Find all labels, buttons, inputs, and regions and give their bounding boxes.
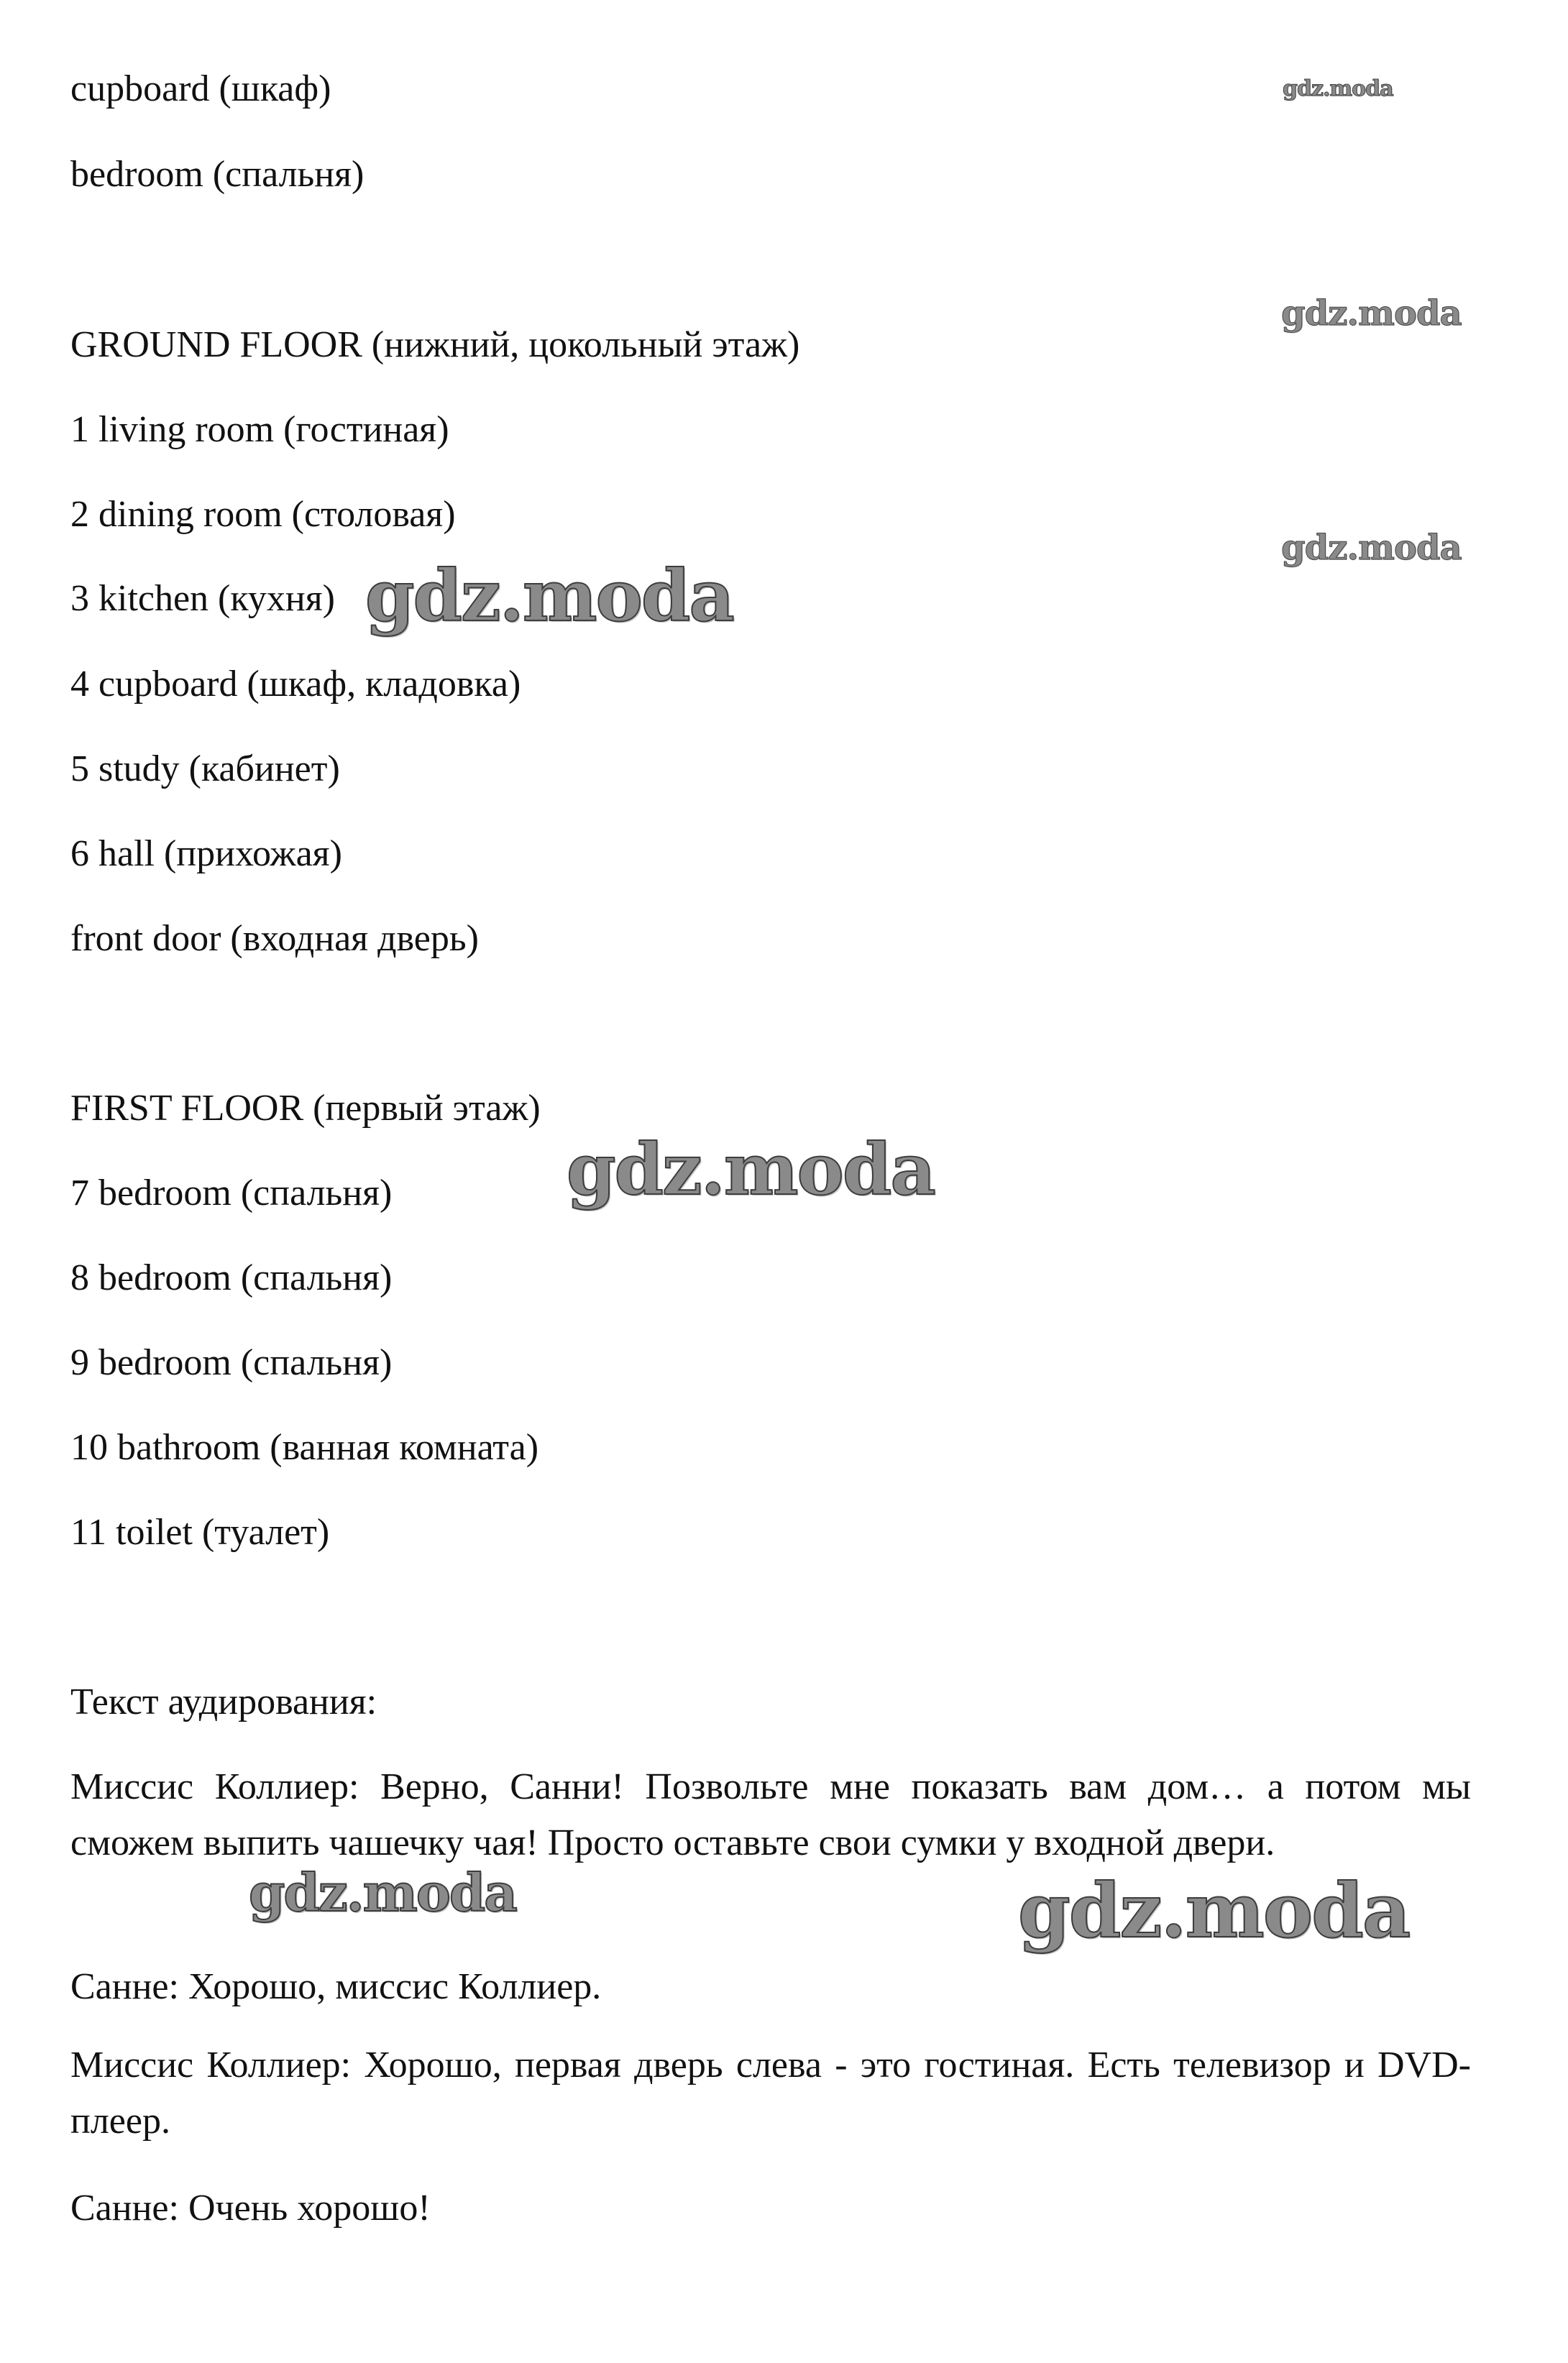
vocab-line-hall: 6 hall (прихожая)	[70, 833, 342, 874]
vocab-line-bedroom: bedroom (спальня)	[70, 154, 365, 195]
watermark-logo: gdz.moda	[249, 1862, 516, 1923]
watermark-logo: gdz.moda	[365, 555, 733, 638]
vocab-line-cupboard: cupboard (шкаф)	[70, 68, 331, 109]
watermark-logo: gdz.moda	[1281, 528, 1462, 568]
dialogue-paragraph-3: Миссис Коллиер: Хорошо, первая дверь слева - это гостиная. Есть телевизор и DVD-плеер.	[70, 2045, 1471, 2142]
section-heading-first-floor: FIRST FLOOR (первый этаж)	[70, 1088, 541, 1129]
watermark-logo: gdz.moda	[1281, 293, 1462, 334]
vocab-line-living-room: 1 living room (гостиная)	[70, 409, 449, 450]
vocab-line-dining-room: 2 dining room (столовая)	[70, 494, 456, 535]
dialogue-paragraph-2: Санне: Хорошо, миссис Коллиер.	[70, 1966, 602, 2007]
vocab-line-toilet: 11 toilet (туалет)	[70, 1512, 330, 1553]
vocab-line-bathroom: 10 bathroom (ванная комната)	[70, 1427, 539, 1468]
watermark-logo: gdz.moda	[567, 1129, 935, 1211]
vocab-line-front-door: front door (входная дверь)	[70, 918, 479, 959]
vocab-line-bedroom-7: 7 bedroom (спальня)	[70, 1173, 393, 1213]
vocab-line-kitchen: 3 kitchen (кухня)	[70, 578, 335, 619]
vocab-line-study: 5 study (кабинет)	[70, 748, 340, 789]
listening-heading: Текст аудирования:	[70, 1681, 377, 1722]
watermark-logo: gdz.moda	[1018, 1866, 1410, 1955]
vocab-line-bedroom-8: 8 bedroom (спальня)	[70, 1257, 393, 1298]
vocab-line-cupboard-storage: 4 cupboard (шкаф, кладовка)	[70, 664, 521, 705]
section-heading-ground-floor: GROUND FLOOR (нижний, цокольный этаж)	[70, 324, 800, 365]
dialogue-paragraph-1: Миссис Коллиер: Верно, Санни! Позвольте мне показать вам дом… а потом мы сможем выпить чашечку чая! Просто оставьте свои сумки у входной двери.	[70, 1766, 1471, 1863]
vocab-line-bedroom-9: 9 bedroom (спальня)	[70, 1342, 393, 1383]
watermark-logo: gdz.moda	[1283, 76, 1393, 101]
dialogue-paragraph-4: Санне: Очень хорошо!	[70, 2188, 431, 2229]
